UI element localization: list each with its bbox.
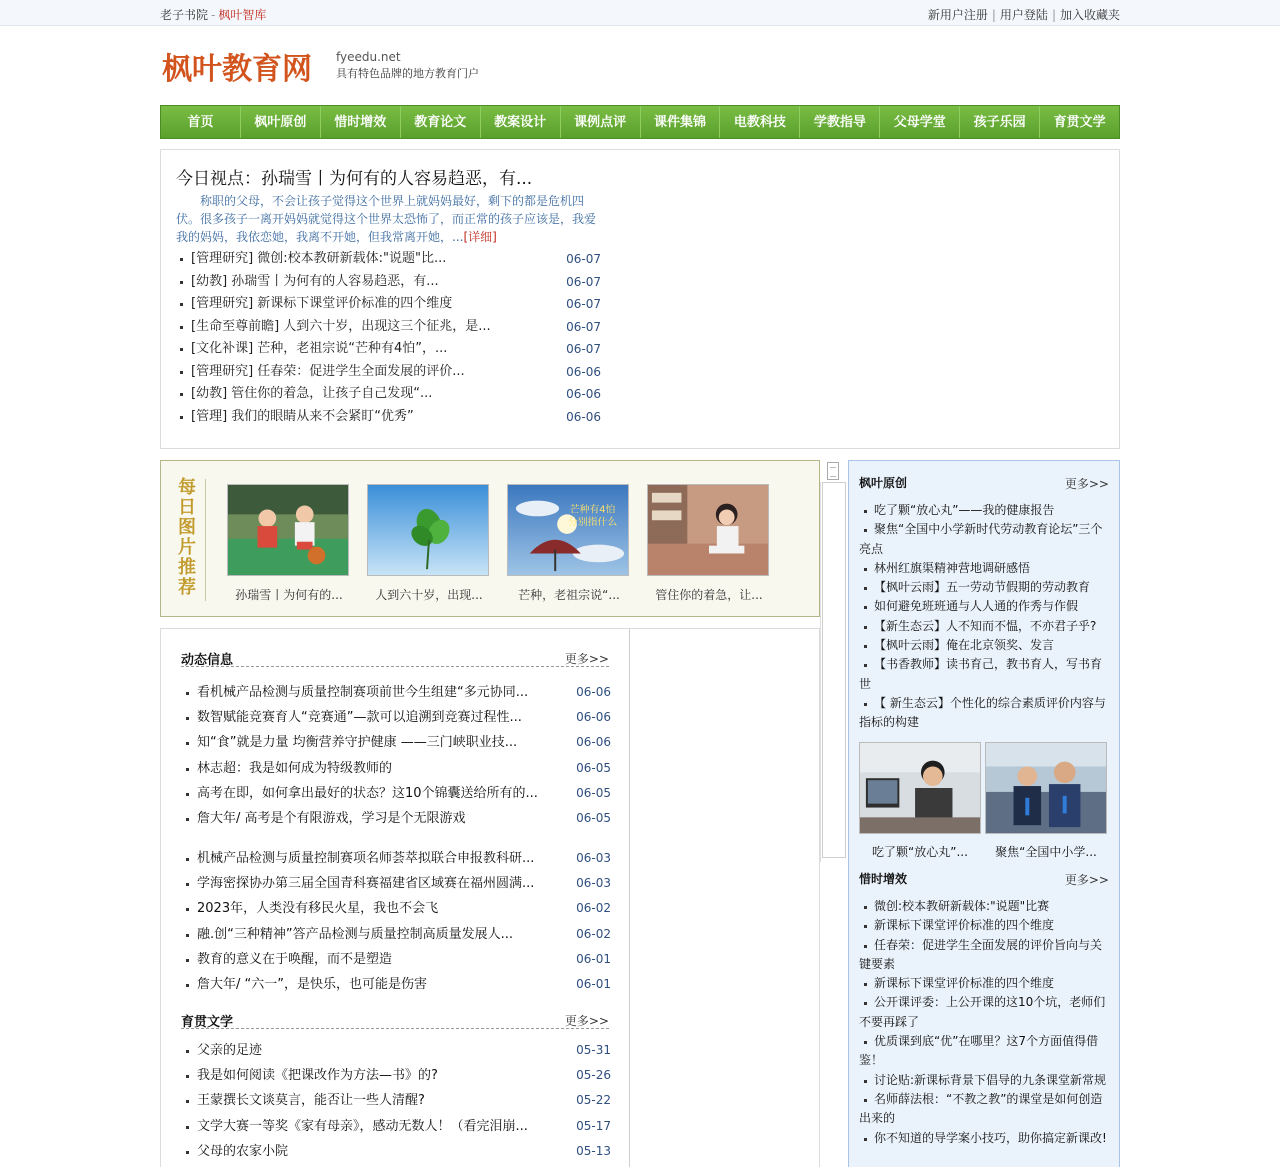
picture-card[interactable]: [647, 484, 771, 603]
list-item[interactable]: [181, 680, 611, 705]
item-date: 06-06: [570, 705, 611, 730]
list-item[interactable]: [181, 1114, 611, 1139]
picture-card[interactable]: [227, 484, 351, 603]
item-title[interactable]: 2023年，人类没有移民火星，我也不会飞: [197, 901, 439, 917]
item-title[interactable]: 学海密探协办第三届全国青科赛福建省区域赛在福州圆满...: [197, 876, 535, 892]
list-item[interactable]: 微创:校本教研新载体:"说题"比赛: [859, 897, 1109, 916]
picture-card[interactable]: [985, 742, 1107, 860]
nav-item-efficiency[interactable]: 惜时增效: [321, 106, 401, 138]
list-item[interactable]: [181, 806, 611, 831]
nav-item-edutech[interactable]: 电教科技: [720, 106, 800, 138]
list-item[interactable]: [181, 1088, 611, 1113]
list-item[interactable]: [181, 705, 611, 730]
today-summary-text: 称职的父母，不会让孩子觉得这个世界上就妈妈最好，剩下的都是危机四伏。很多孩子一离开妈妈就觉得这个世界太恐怖了，而正常的孩子应该是，我爱我的妈妈，我依恋她，我离不开她，但我常离开她，...: [176, 194, 597, 244]
top-bar: [0, 0, 1280, 26]
item-title[interactable]: 父母的农家小院: [197, 1143, 289, 1159]
more-link[interactable]: 更多>>: [1064, 477, 1109, 491]
today-summary: [176, 192, 601, 246]
list-item[interactable]: [181, 730, 611, 755]
right-sidebar: [848, 460, 1120, 1167]
top-links-right: [928, 6, 1120, 23]
more-link[interactable]: 更多>>: [1064, 873, 1109, 887]
list-item[interactable]: 名师薛法根：“不教之教”的课堂是如何创造出来的: [859, 1090, 1109, 1129]
item-title[interactable]: [管理研究] 任春荣：促进学生全面发展的评价...: [191, 363, 465, 379]
thumbnail-two-men-conference[interactable]: [985, 742, 1107, 834]
item-date: 06-01: [570, 972, 611, 997]
efficiency-section-header: [859, 867, 1109, 887]
list-item[interactable]: [181, 922, 611, 947]
picture-caption[interactable]: 孙瑞雪丨为何有的...: [235, 588, 343, 602]
item-date: 05-26: [570, 1063, 611, 1088]
list-item[interactable]: [181, 1063, 611, 1088]
item-title[interactable]: 詹大年/ 高考是个有限游戏，学习是个无限游戏: [197, 810, 466, 826]
item-date: 06-03: [570, 846, 611, 871]
item-date: 06-02: [570, 922, 611, 947]
today-news-list: [176, 248, 601, 428]
scrollbar-thumb[interactable]: [822, 482, 846, 858]
daily-picture-box: [160, 460, 820, 617]
item-date: 06-06: [566, 364, 601, 379]
item-date: 06-01: [570, 947, 611, 972]
section-title: 育贯文学: [181, 1015, 234, 1030]
list-item[interactable]: [181, 1038, 611, 1063]
item-title[interactable]: 高考在即，如何拿出最好的状态？这10个锦囊送给所有的...: [197, 785, 538, 801]
list-item[interactable]: [176, 406, 601, 429]
item-title[interactable]: 父亲的足迹: [197, 1043, 263, 1058]
list-item[interactable]: [176, 248, 601, 271]
list-item[interactable]: [181, 1139, 611, 1164]
picture-card[interactable]: [367, 484, 491, 603]
item-title[interactable]: 看机械产品检测与质量控制赛项前世今生组建“多元协同...: [197, 685, 529, 700]
list-item[interactable]: 【枫叶云雨】俺在北京领奖、发言: [859, 636, 1109, 655]
item-title[interactable]: 数智赋能竞赛育人“竞赛通”—款可以追溯到竞赛过程性...: [197, 710, 522, 726]
list-item[interactable]: [181, 781, 611, 806]
list-item[interactable]: [181, 896, 611, 921]
main-nav: [160, 105, 1120, 139]
item-title[interactable]: [幼教] 管住你的着急，让孩子自己发现“...: [191, 386, 433, 401]
item-date: 06-06: [570, 730, 611, 755]
item-date: 06-06: [566, 387, 601, 401]
item-date: 06-07: [566, 297, 601, 311]
list-item[interactable]: 如何避免班班通与人人通的作秀与作假: [859, 597, 1109, 616]
thumbnail-umbrella-sky[interactable]: [507, 484, 629, 576]
nav-item-papers[interactable]: 教育论文: [401, 106, 481, 138]
list-item[interactable]: [181, 846, 611, 871]
news-panel-side: [630, 628, 820, 1167]
item-title[interactable]: 知“食”就是力量 均衡营养守护健康 ——三门峡职业技...: [197, 735, 518, 751]
picture-caption[interactable]: 人到六十岁，出现...: [375, 588, 483, 602]
item-date: 05-17: [570, 1114, 611, 1139]
logo-domain: fyeedu.net: [336, 50, 401, 64]
item-date: 06-02: [570, 896, 611, 921]
picture-caption[interactable]: 管住你的着急，让...: [655, 588, 763, 602]
item-date: 06-07: [566, 319, 601, 334]
list-item[interactable]: 公开课评委：上公开课的这10个坑，老师们不要再踩了: [859, 993, 1109, 1032]
item-title[interactable]: 王蒙撰长文谈莫言，能否让一些人清醒?: [197, 1093, 425, 1109]
list-item[interactable]: [176, 338, 601, 361]
section-title: 动态信息: [181, 653, 234, 668]
item-title[interactable]: [管理] 我们的眼睛从来不会紧盯“优秀”: [191, 408, 414, 424]
nav-item-lesson-review[interactable]: 课例点评: [561, 106, 641, 138]
list-item[interactable]: [176, 383, 601, 406]
list-item[interactable]: 讨论贴:新课标背景下倡导的九条课堂新常规: [859, 1071, 1109, 1090]
list-item[interactable]: 【枫叶云雨】五一劳动节假期的劳动教育: [859, 578, 1109, 597]
item-title[interactable]: [管理研究] 微创:校本教研新载体:"说题"比...: [191, 251, 447, 266]
list-item[interactable]: 聚焦“全国中小学新时代劳动教育论坛”三个亮点: [859, 520, 1109, 559]
item-title[interactable]: [文化补课] 芒种，老祖宗说“芒种有4怕”，...: [191, 341, 448, 356]
top-separator: |: [991, 8, 996, 22]
link-laozi-academy[interactable]: 老子书院: [160, 8, 209, 22]
list-item[interactable]: [176, 316, 601, 339]
list-item[interactable]: [176, 361, 601, 384]
register-link[interactable]: 新用户注册: [927, 8, 988, 22]
thumbnail-children-playground[interactable]: [227, 484, 349, 576]
item-date: 06-06: [566, 409, 601, 424]
dynamic-news-list-2: [181, 846, 611, 997]
divider: [205, 479, 206, 601]
top-separator: |: [1051, 8, 1056, 22]
add-favorite-link[interactable]: 加入收藏夹: [1059, 8, 1120, 22]
thumbnail-man-at-computer[interactable]: [859, 742, 981, 834]
item-date: 05-13: [570, 1139, 611, 1164]
item-date: 06-07: [566, 252, 601, 266]
list-item[interactable]: [176, 293, 601, 316]
scrollbar[interactable]: [820, 482, 846, 862]
link-fengye-thinktank[interactable]: 枫叶智库: [218, 8, 267, 22]
picture-card[interactable]: [859, 742, 981, 860]
item-title[interactable]: 林志超：我是如何成为特级教师的: [197, 760, 393, 776]
list-item[interactable]: 优质课到底“优”在哪里？这7个方面值得借鉴！: [859, 1032, 1109, 1071]
item-title[interactable]: [幼教] 孙瑞雪丨为何有的人容易趋恶，有...: [191, 273, 439, 289]
thumbnail-green-leaf-sky[interactable]: [367, 484, 489, 576]
list-item[interactable]: 林州红旗渠精神营地调研感悟: [859, 559, 1109, 578]
list-item[interactable]: [181, 947, 611, 972]
item-title[interactable]: [生命至尊前瞻] 人到六十岁，出现这三个征兆，是...: [191, 318, 491, 334]
nav-item-literature[interactable]: 育贯文学: [1053, 115, 1106, 130]
picture-caption[interactable]: 吃了颗“放心丸”...: [872, 845, 968, 859]
more-link[interactable]: 更多>>: [564, 1014, 609, 1028]
nav-item-home[interactable]: 首页: [161, 106, 241, 138]
original-section-header: [859, 471, 1109, 491]
section-title: 惜时增效: [859, 872, 908, 886]
today-view-box: [160, 149, 1120, 449]
nav-item-parents[interactable]: 父母学堂: [880, 106, 960, 138]
item-date: 06-03: [570, 871, 611, 896]
item-date: 05-22: [570, 1088, 611, 1113]
picture-caption[interactable]: 芒种，老祖宗说“...: [518, 588, 620, 602]
literature-news-list: [181, 1038, 611, 1164]
item-title[interactable]: 詹大年/ “六一”，是快乐，也可能是伤害: [197, 976, 427, 992]
news-panel: [160, 628, 630, 1167]
item-date: 05-31: [570, 1038, 611, 1063]
picture-caption[interactable]: 聚焦“全国中小学...: [995, 845, 1097, 859]
item-title[interactable]: [管理研究] 新课标下课堂评价标准的四个维度: [191, 296, 453, 311]
frame-icon: [827, 462, 839, 480]
item-title[interactable]: 我是如何阅读《把课改作为方法—书》的?: [197, 1068, 438, 1084]
section-title: 枫叶原创: [859, 476, 908, 490]
login-link[interactable]: 用户登陆: [999, 8, 1048, 22]
item-date: 06-07: [566, 342, 601, 356]
site-logo[interactable]: [160, 44, 480, 88]
today-headline[interactable]: 今日视点：孙瑞雪丨为何有的人容易趋恶，有...: [176, 169, 533, 189]
item-date: 06-06: [570, 680, 611, 705]
list-item[interactable]: [176, 271, 601, 294]
today-detail-link[interactable]: [详细]: [463, 230, 497, 244]
top-links-left: [160, 6, 266, 23]
literature-section-header: [181, 1009, 609, 1029]
list-item[interactable]: [181, 871, 611, 896]
nav-item-courseware[interactable]: 课件集锦: [641, 106, 721, 138]
logo-text: 枫叶教育网: [162, 52, 312, 87]
list-item[interactable]: [181, 756, 611, 781]
original-list: [859, 501, 1109, 733]
item-title[interactable]: 教育的意义在于唤醒，而不是塑造: [197, 951, 393, 967]
thumbnail-text: 分别指什么: [568, 517, 618, 529]
item-title[interactable]: 融.创“三种精神”答产品检测与质量控制高质量发展人...: [197, 926, 513, 942]
dynamic-section-header: [181, 647, 609, 667]
list-item[interactable]: 【书香教师】读书育己，教书育人，写书育世: [859, 655, 1109, 694]
list-item[interactable]: 吃了颗“放心丸”——我的健康报告: [859, 501, 1109, 520]
thumbnail-text: 芒种有4怕: [569, 504, 616, 516]
list-item[interactable]: 你不知道的导学案小技巧，助你搞定新课改!: [859, 1129, 1109, 1148]
nav-item-original[interactable]: 枫叶原创: [241, 106, 321, 138]
list-item[interactable]: [181, 972, 611, 997]
top-separator: -: [211, 8, 216, 22]
item-title[interactable]: 文学大赛一等奖《家有母亲》，感动无数人！（看完泪崩...: [197, 1118, 528, 1134]
thumbnail-child-sitting[interactable]: [647, 484, 769, 576]
list-item[interactable]: 任春荣：促进学生全面发展的评价旨向与关键要素: [859, 936, 1109, 975]
logo-slogan: 具有特色品牌的地方教育门户: [336, 67, 479, 80]
picture-card[interactable]: [507, 484, 631, 603]
nav-item-kids[interactable]: 孩子乐园: [960, 106, 1040, 138]
list-item[interactable]: 【新生态云】人不知而不愠，不亦君子乎?: [859, 617, 1109, 636]
item-title[interactable]: 机械产品检测与质量控制赛项名师荟萃拟联合申报教科研...: [197, 851, 535, 866]
item-date: 06-05: [570, 781, 611, 806]
list-item[interactable]: 新课标下课堂评价标准的四个维度: [859, 916, 1109, 935]
nav-item-guidance[interactable]: 学教指导: [800, 106, 880, 138]
item-date: 06-05: [570, 806, 611, 831]
daily-picture-title: 每日图片推荐: [178, 477, 196, 598]
list-item[interactable]: 新课标下课堂评价标准的四个维度: [859, 974, 1109, 993]
efficiency-list: [859, 897, 1109, 1148]
list-item[interactable]: 【 新生态云】个性化的综合素质评价内容与指标的构建: [859, 694, 1109, 733]
dynamic-news-list: [181, 680, 611, 831]
more-link[interactable]: 更多>>: [564, 652, 609, 666]
nav-item-lesson-design[interactable]: 教案设计: [481, 106, 561, 138]
item-date: 06-05: [570, 756, 611, 781]
item-date: 06-07: [566, 274, 601, 289]
